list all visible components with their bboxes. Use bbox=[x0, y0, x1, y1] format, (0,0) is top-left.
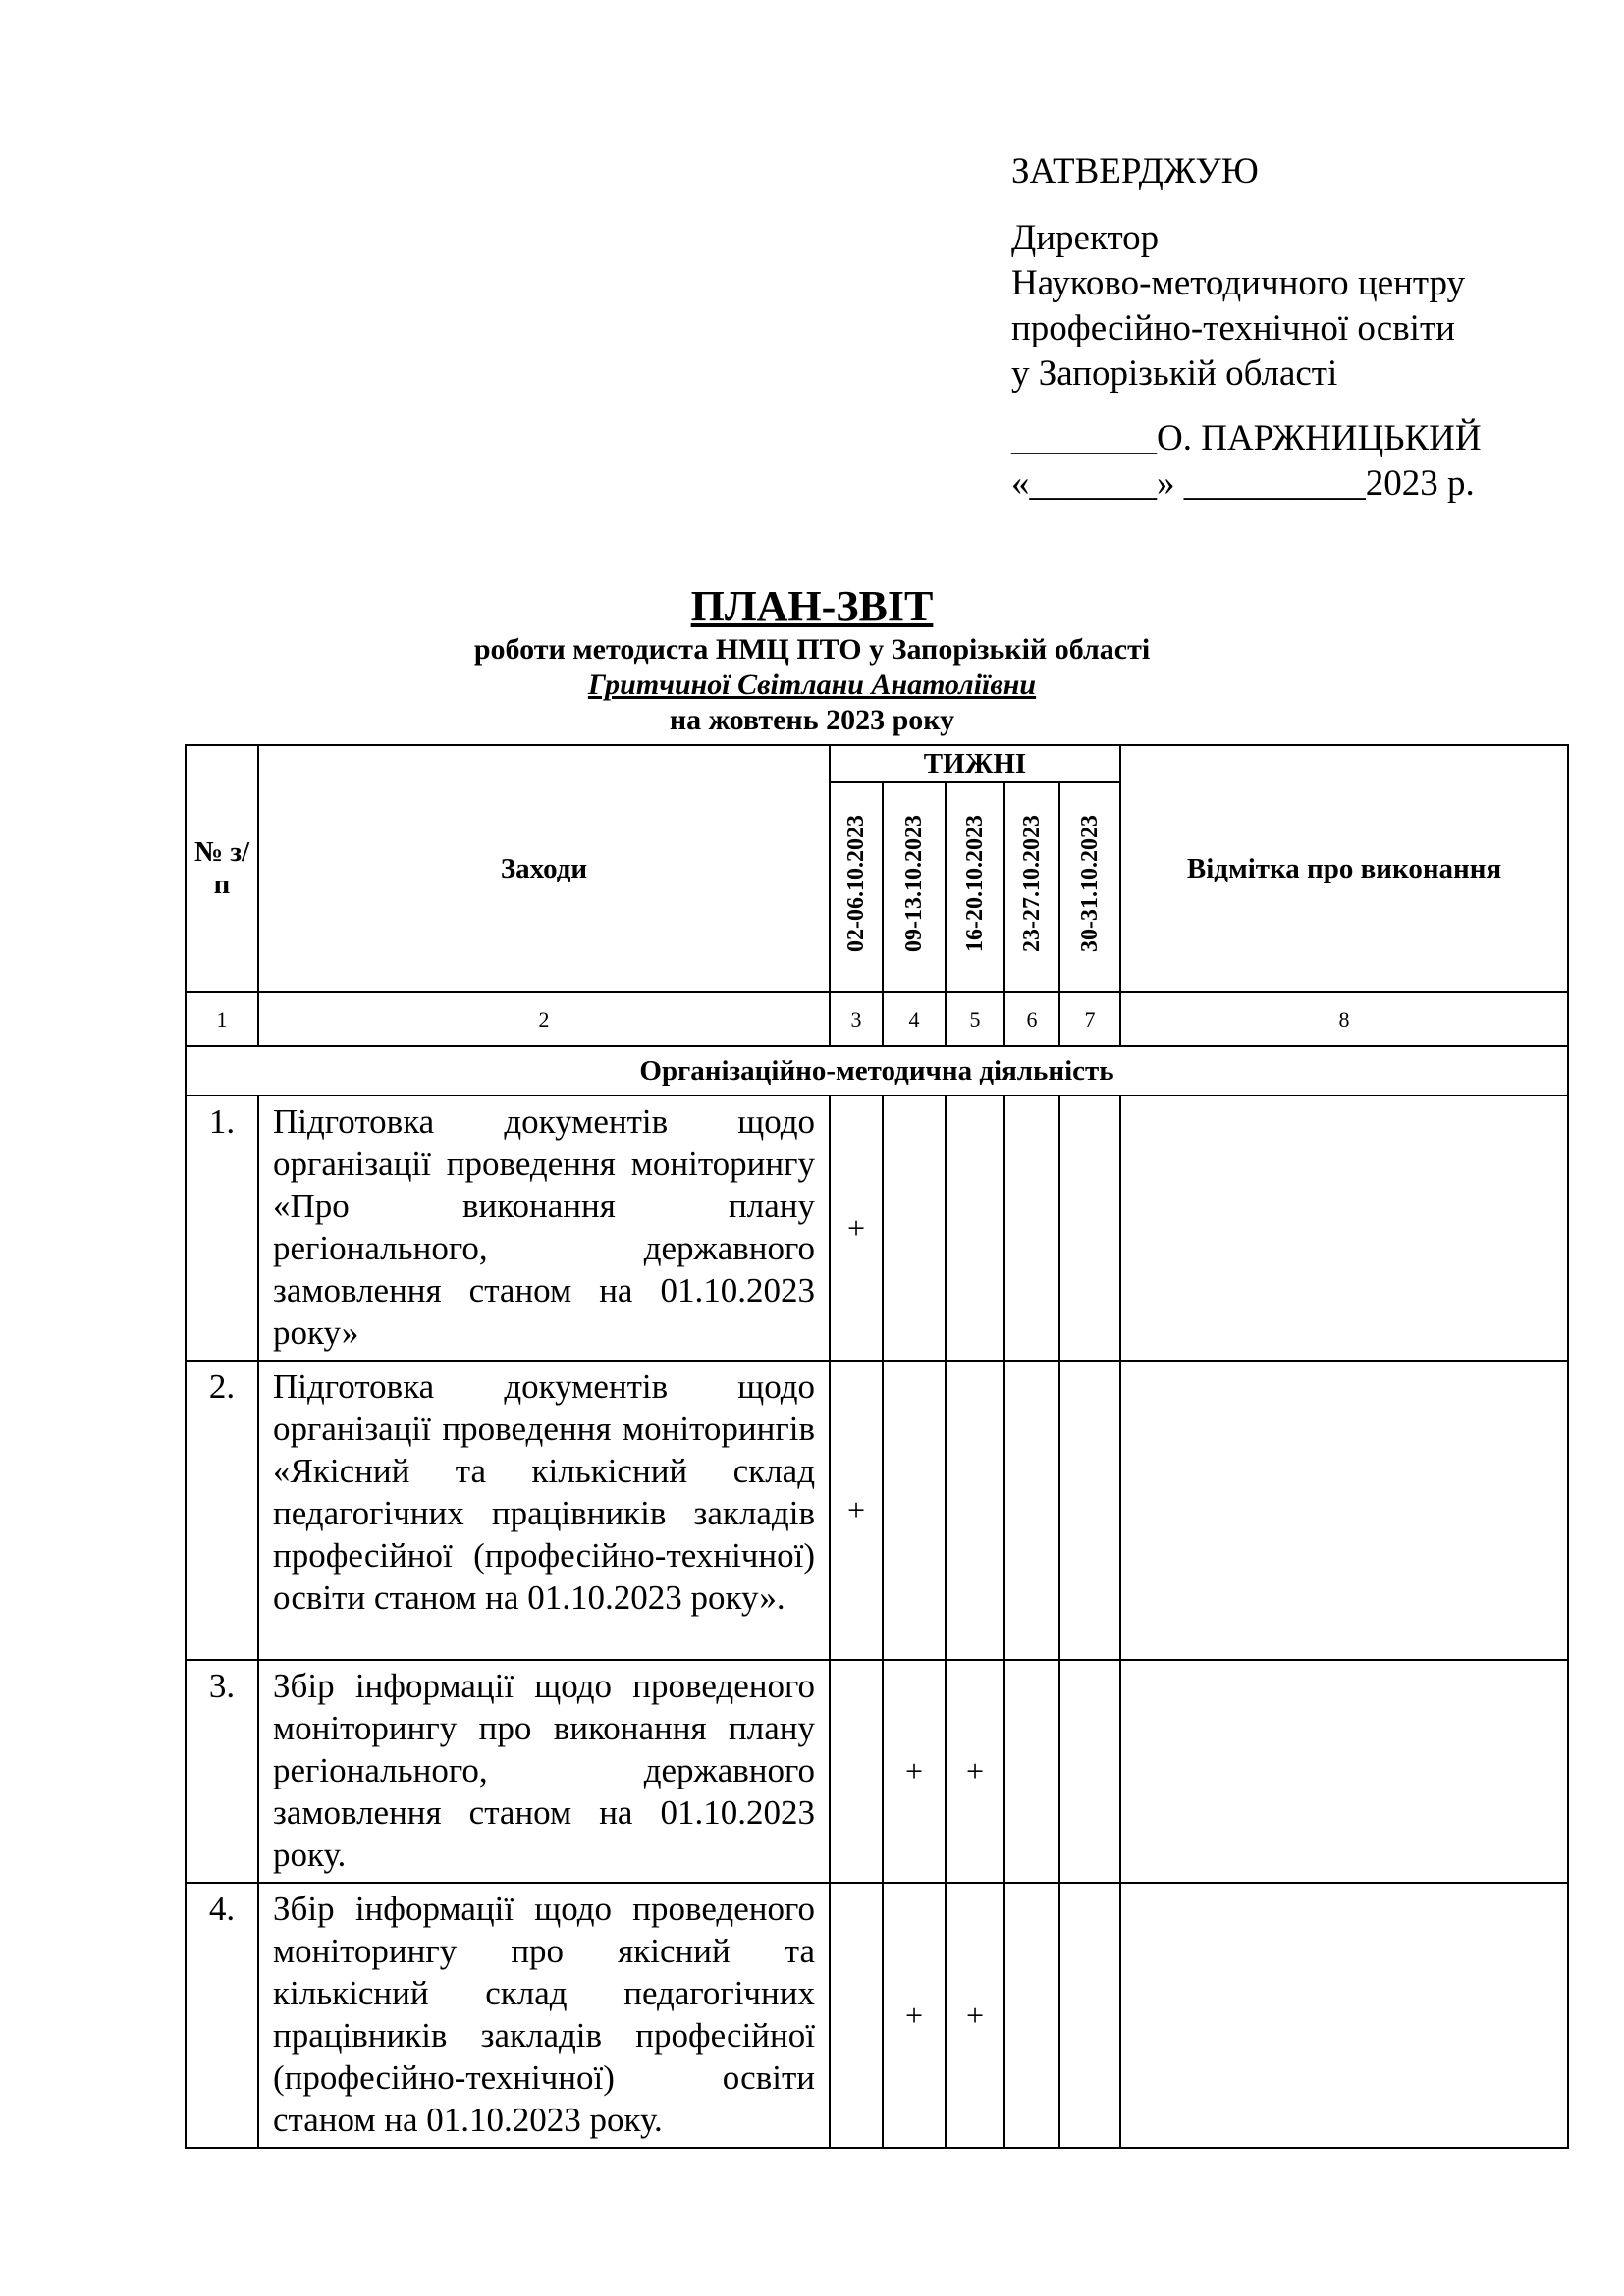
week-mark: + bbox=[883, 1660, 946, 1883]
week-mark bbox=[1059, 1660, 1120, 1883]
row-result bbox=[1120, 1361, 1568, 1660]
person-name: Гритчиної Світлани Анатоліївни bbox=[587, 668, 1037, 701]
row-number: 4. bbox=[186, 1883, 258, 2148]
approver-position-line: Науково-методичного центру bbox=[1011, 263, 1466, 303]
week-mark bbox=[1059, 1361, 1120, 1660]
week-mark bbox=[1059, 1095, 1120, 1361]
table-row bbox=[186, 1883, 1568, 2148]
column-number: 6 bbox=[1004, 992, 1059, 1046]
date-line: «_______» __________2023 р. bbox=[1011, 463, 1475, 504]
week-mark bbox=[883, 1361, 946, 1660]
week-mark bbox=[883, 1095, 946, 1361]
row-result bbox=[1120, 1883, 1568, 2148]
section-title: Організаційно-методична діяльність bbox=[186, 1046, 1568, 1095]
approver-position-line: професійно-технічної освіти bbox=[1011, 308, 1455, 348]
week-mark: + bbox=[830, 1095, 883, 1361]
approver-position-line: у Запорізькій області bbox=[1011, 353, 1338, 394]
column-number: 5 bbox=[946, 992, 1004, 1046]
week-label: 23-27.10.2023 bbox=[1018, 815, 1045, 952]
header-result: Відмітка про виконання bbox=[1120, 745, 1568, 992]
week-mark bbox=[1004, 1095, 1059, 1361]
week-mark: + bbox=[946, 1660, 1004, 1883]
week-header bbox=[883, 782, 946, 992]
week-mark bbox=[1004, 1361, 1059, 1660]
signature-line: ________О. ПАРЖНИЦЬКИЙ bbox=[1011, 418, 1482, 458]
column-number: 7 bbox=[1059, 992, 1120, 1046]
row-activity: Підготовка документів щодо організації проведення моніторингу «Про виконання плану регіонального, державного замовлення станом на 01.10.2023 року» bbox=[258, 1095, 830, 1361]
table-row bbox=[186, 1660, 1568, 1883]
row-activity: Збір інформації щодо проведеного моніторингу про виконання плану регіонального, державного замовлення станом на 01.10.2023 року. bbox=[258, 1660, 830, 1883]
header-number: № з/п bbox=[186, 745, 258, 992]
approval-block bbox=[1011, 149, 1482, 507]
row-activity: Підготовка документів щодо організації проведення моніторингів «Якісний та кількісний склад педагогічних працівників закладів професійної (професійно-технічної) освіти станом на 01.10.2023 року». bbox=[258, 1361, 830, 1660]
week-label: 30-31.10.2023 bbox=[1076, 815, 1103, 952]
week-mark bbox=[830, 1883, 883, 2148]
header-activity: Заходи bbox=[258, 745, 830, 992]
week-mark: + bbox=[883, 1883, 946, 2148]
row-number: 2. bbox=[186, 1361, 258, 1660]
approver-position-line: Директор bbox=[1011, 218, 1160, 258]
document-title: ПЛАН-ЗВІТ bbox=[690, 582, 934, 630]
column-number: 3 bbox=[830, 992, 883, 1046]
table-row bbox=[186, 1095, 1568, 1361]
column-number: 8 bbox=[1120, 992, 1568, 1046]
report-period: на жовтень 2023 року bbox=[669, 704, 955, 736]
column-number: 1 bbox=[186, 992, 258, 1046]
row-activity: Збір інформації щодо проведеного моніторингу про якісний та кількісний склад педагогічних працівників закладів професійної (професійно-технічної) освіти станом на 01.10.2023 року. bbox=[258, 1883, 830, 2148]
column-number-row bbox=[186, 992, 1568, 1046]
week-label: 16-20.10.2023 bbox=[961, 815, 988, 952]
week-mark bbox=[1004, 1883, 1059, 2148]
header-weeks: ТИЖНІ bbox=[830, 745, 1120, 782]
row-result bbox=[1120, 1660, 1568, 1883]
row-number: 3. bbox=[186, 1660, 258, 1883]
week-mark bbox=[830, 1660, 883, 1883]
row-result bbox=[1120, 1095, 1568, 1361]
approval-stamp: ЗАТВЕРДЖУЮ bbox=[1011, 151, 1259, 191]
week-mark: + bbox=[830, 1361, 883, 1660]
plan-table bbox=[185, 744, 1569, 2149]
week-header bbox=[1059, 782, 1120, 992]
week-header bbox=[1004, 782, 1059, 992]
week-label: 09-13.10.2023 bbox=[900, 815, 927, 952]
week-header bbox=[946, 782, 1004, 992]
week-mark bbox=[1004, 1660, 1059, 1883]
document-subtitle: роботи методиста НМЦ ПТО у Запорізькій області bbox=[473, 633, 1151, 666]
week-mark: + bbox=[946, 1883, 1004, 2148]
week-header bbox=[830, 782, 883, 992]
week-mark bbox=[946, 1095, 1004, 1361]
column-number: 4 bbox=[883, 992, 946, 1046]
section-row bbox=[186, 1046, 1568, 1095]
column-number: 2 bbox=[258, 992, 830, 1046]
week-mark bbox=[946, 1361, 1004, 1660]
week-mark bbox=[1059, 1883, 1120, 2148]
table-row bbox=[186, 1361, 1568, 1660]
row-number: 1. bbox=[186, 1095, 258, 1361]
week-label: 02-06.10.2023 bbox=[842, 815, 869, 952]
